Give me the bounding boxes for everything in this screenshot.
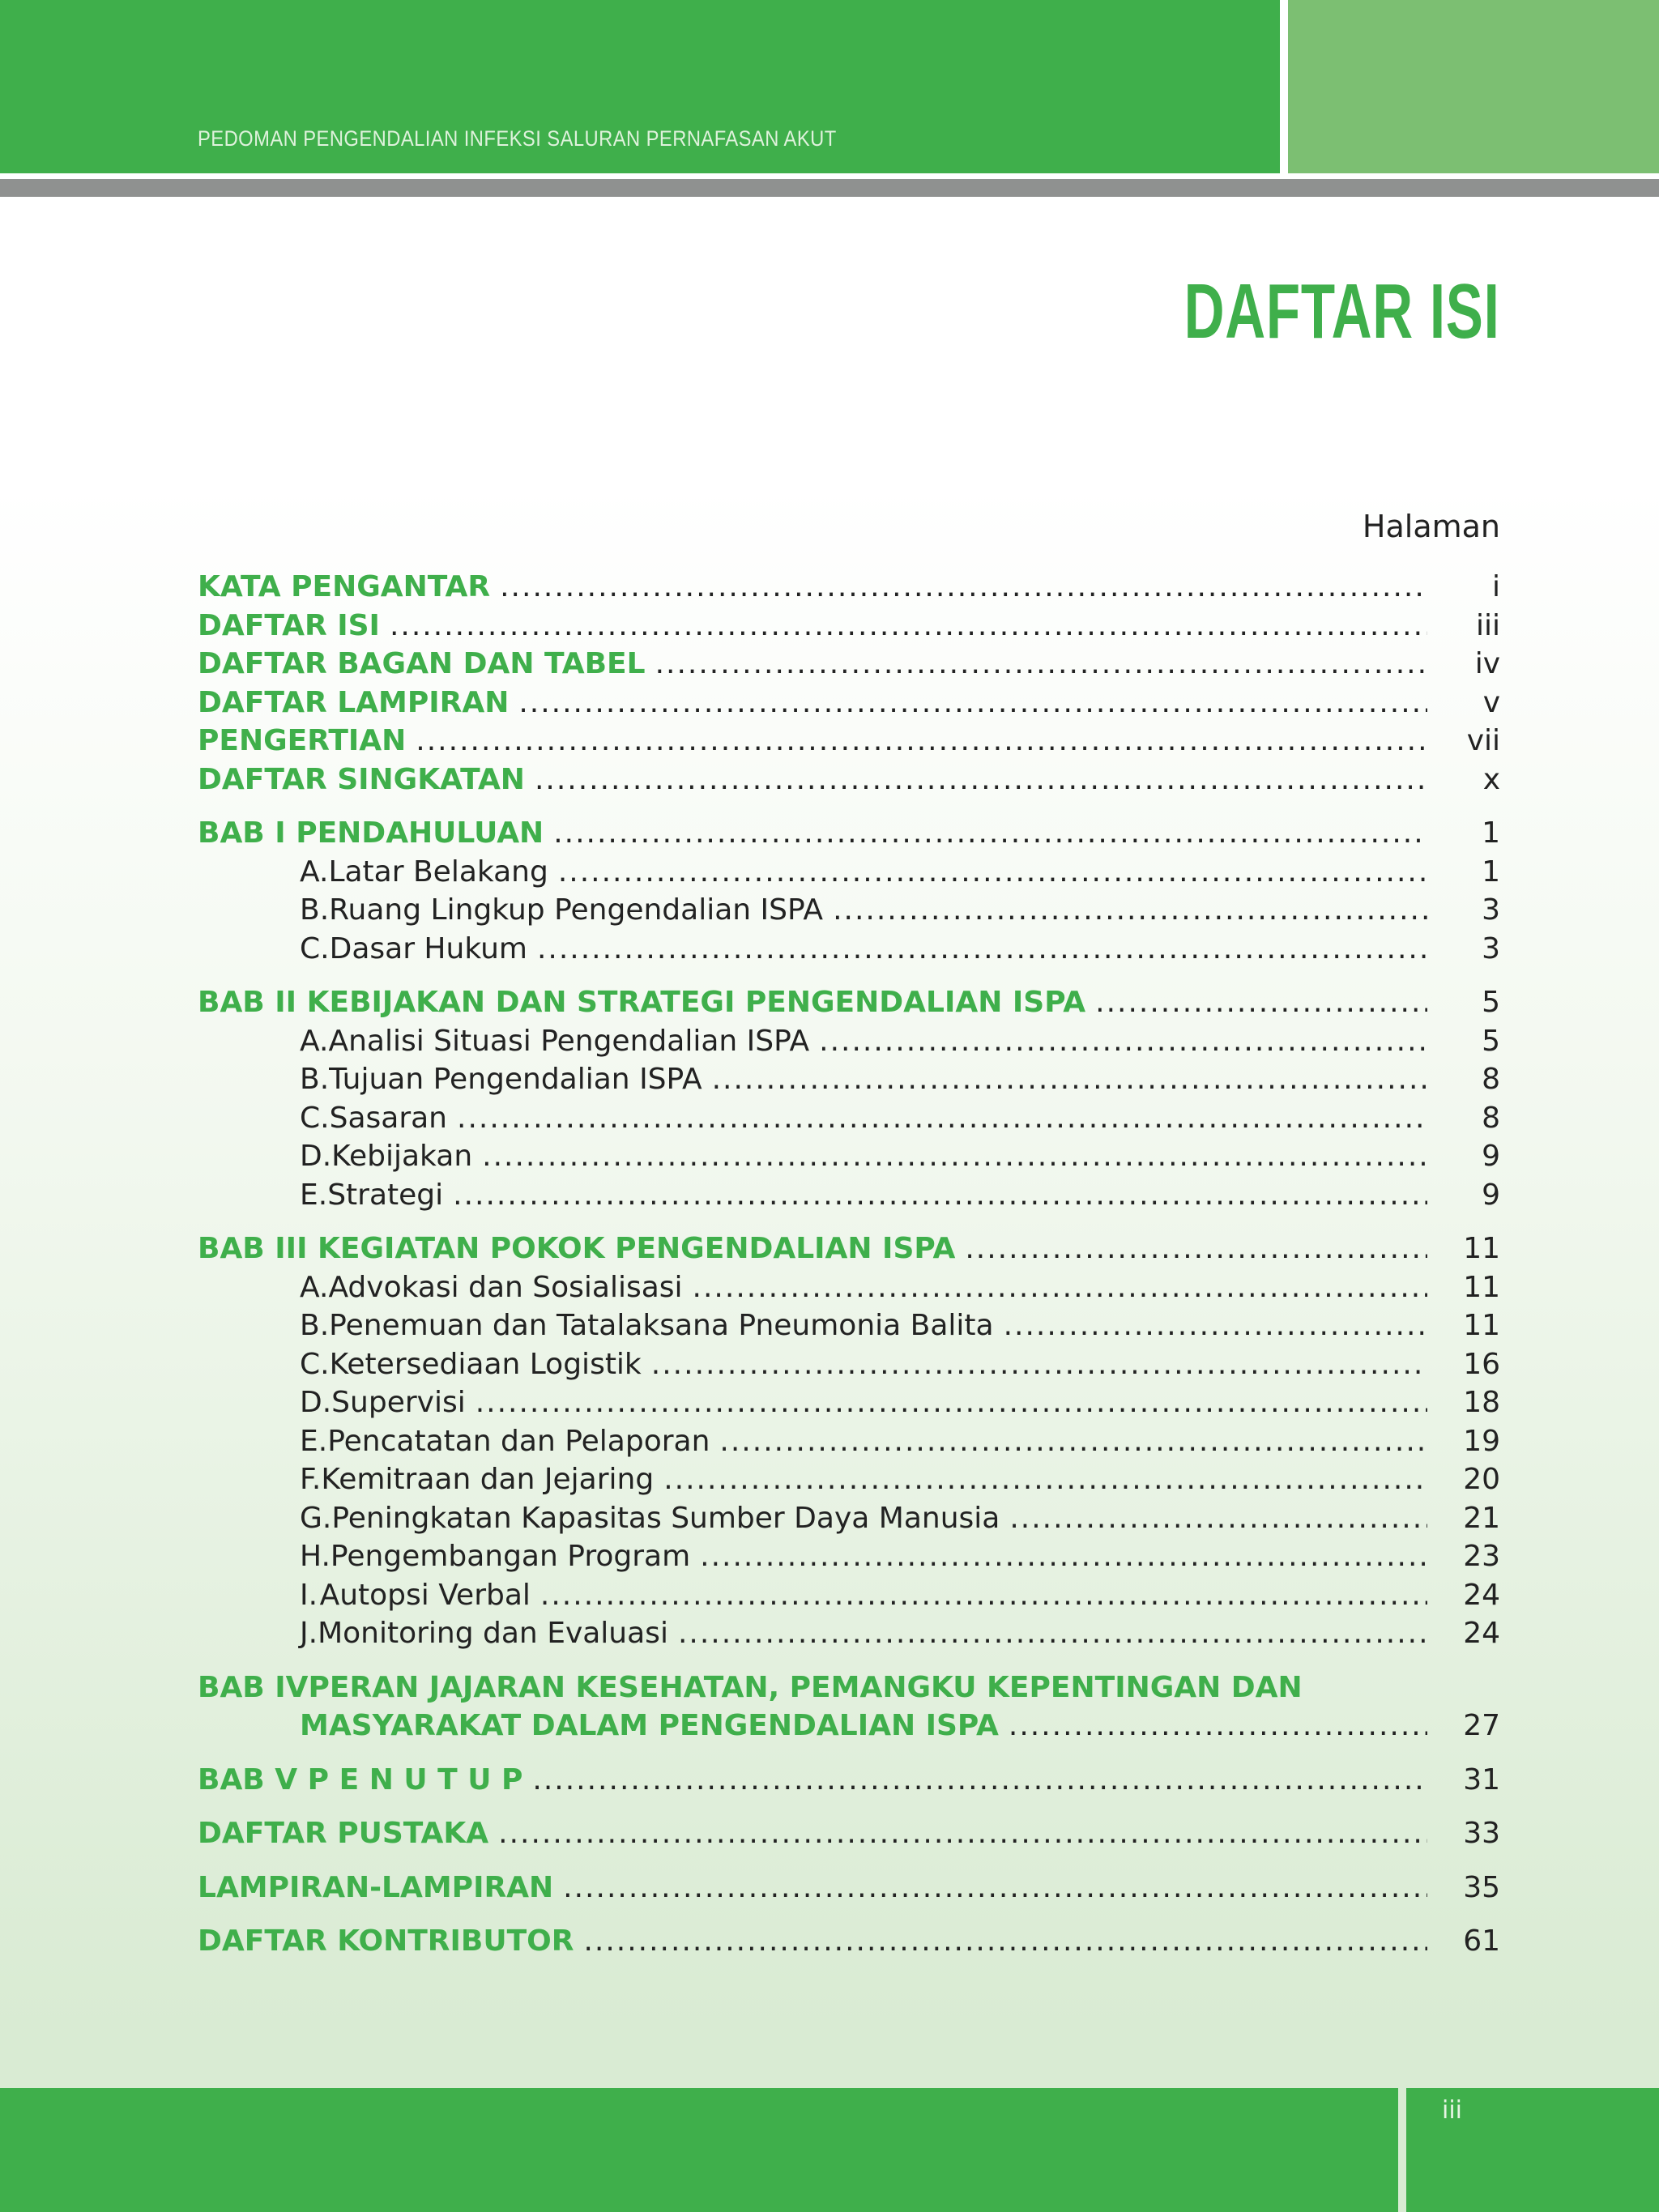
toc-subentry[interactable] bbox=[198, 1102, 1500, 1140]
toc-entry-text: Peningkatan Kapasitas Sumber Daya Manusia bbox=[331, 1501, 1000, 1535]
toc-subentry-letter: B. bbox=[300, 1063, 330, 1096]
toc-entry-daftar-bagan[interactable] bbox=[198, 647, 1500, 686]
toc-subentry-letter: A. bbox=[300, 1270, 329, 1304]
toc-subentry[interactable] bbox=[198, 1502, 1500, 1541]
toc-page-number: 3 bbox=[1482, 931, 1500, 965]
page-title: DAFTAR ISI bbox=[1184, 268, 1500, 355]
toc-page-number: 18 bbox=[1463, 1386, 1500, 1419]
toc-entry-pengertian[interactable] bbox=[198, 724, 1500, 763]
toc-chapter-bab-5[interactable] bbox=[198, 1763, 1500, 1802]
dot-leader bbox=[700, 1540, 1427, 1573]
dot-leader bbox=[583, 1924, 1427, 1958]
dot-leader bbox=[558, 855, 1427, 889]
toc-page-number: x bbox=[1482, 762, 1500, 796]
toc-subentry[interactable] bbox=[198, 1463, 1500, 1502]
toc-page-number: 23 bbox=[1463, 1540, 1500, 1573]
toc-page-number: 5 bbox=[1482, 986, 1500, 1019]
toc-subentry-letter: A. bbox=[300, 855, 329, 889]
dot-leader bbox=[500, 570, 1427, 603]
toc-page-number: vii bbox=[1466, 724, 1500, 757]
toc-entry-text: KATA PENGANTAR bbox=[198, 570, 491, 603]
toc-subentry-letter: C. bbox=[300, 931, 330, 965]
dot-leader bbox=[719, 1425, 1427, 1458]
toc-page-number: 31 bbox=[1463, 1762, 1500, 1796]
toc-subentry[interactable] bbox=[198, 1617, 1500, 1656]
footer-bar bbox=[0, 2088, 1398, 2212]
toc-entry-daftar-singkatan[interactable] bbox=[198, 763, 1500, 802]
toc-page-number: 16 bbox=[1463, 1347, 1500, 1381]
toc-subentry-letter: C. bbox=[300, 1101, 330, 1135]
toc-page-number: iii bbox=[1475, 608, 1500, 642]
dot-leader bbox=[535, 763, 1427, 796]
toc-entry-text: DAFTAR SINGKATAN bbox=[198, 762, 525, 796]
toc-entry-text: MASYARAKAT DALAM PENGENDALIAN ISPA bbox=[300, 1709, 999, 1742]
toc-subentry-letter: F. bbox=[300, 1463, 322, 1496]
toc-entry-text: BAB II KEBIJAKAN DAN STRATEGI PENGENDALIAN ISPA bbox=[198, 986, 1086, 1019]
toc-subentry-letter: A. bbox=[300, 1024, 329, 1058]
dot-leader bbox=[1095, 986, 1427, 1019]
toc-chapter-bab-3[interactable] bbox=[198, 1232, 1500, 1271]
toc-chapter-bab-4-continued[interactable] bbox=[198, 1709, 1500, 1748]
dot-leader bbox=[819, 1025, 1427, 1058]
toc-page-number: 8 bbox=[1482, 1101, 1500, 1135]
toc-subentry-letter: B. bbox=[300, 1309, 330, 1342]
toc-subentry[interactable] bbox=[198, 1271, 1500, 1310]
toc-page-number: 5 bbox=[1482, 1024, 1500, 1058]
toc-subentry[interactable] bbox=[198, 1178, 1500, 1217]
toc-entry-text: Penemuan dan Tatalaksana Pneumonia Balita bbox=[329, 1309, 994, 1342]
toc-subentry[interactable] bbox=[198, 1063, 1500, 1102]
toc-entry-text: Analisi Situasi Pengendalian ISPA bbox=[328, 1024, 810, 1058]
toc-page-number: 11 bbox=[1463, 1309, 1500, 1342]
toc-subentry[interactable] bbox=[198, 1309, 1500, 1348]
dot-leader bbox=[712, 1063, 1427, 1096]
toc-entry-text: Latar Belakang bbox=[328, 855, 548, 889]
toc-chapter-bab-4[interactable] bbox=[198, 1671, 1500, 1710]
toc-subentry-letter: D. bbox=[300, 1140, 332, 1173]
toc-entry-text: DAFTAR KONTRIBUTOR bbox=[198, 1924, 574, 1958]
toc-entry-text: Dasar Hukum bbox=[329, 931, 527, 965]
dot-leader bbox=[553, 816, 1427, 850]
toc-entry-daftar-pustaka[interactable] bbox=[198, 1817, 1500, 1856]
toc-subentry[interactable] bbox=[198, 1025, 1500, 1063]
toc-entry-text: Autopsi Verbal bbox=[319, 1578, 531, 1612]
toc-page-number: 11 bbox=[1463, 1270, 1500, 1304]
toc-subentry[interactable] bbox=[198, 893, 1500, 932]
running-header-title: PEDOMAN PENGENDALIAN INFEKSI SALURAN PERNAFASAN AKUT bbox=[198, 126, 837, 151]
toc-subentry-letter: E. bbox=[300, 1178, 328, 1212]
dot-leader bbox=[453, 1178, 1427, 1212]
toc-subentry-letter: I. bbox=[300, 1578, 318, 1612]
toc-subentry-letter: B. bbox=[300, 893, 330, 927]
dot-leader bbox=[693, 1271, 1427, 1304]
toc-page-number: 35 bbox=[1463, 1870, 1500, 1904]
dot-leader bbox=[532, 1763, 1427, 1796]
toc-page-number: 9 bbox=[1482, 1140, 1500, 1173]
toc-entry-text: DAFTAR BAGAN DAN TABEL bbox=[198, 647, 646, 680]
toc-entry-text: BAB III KEGIATAN POKOK PENGENDALIAN ISPA bbox=[198, 1232, 956, 1265]
toc-page-number: 3 bbox=[1482, 893, 1500, 927]
toc-page-number: 27 bbox=[1463, 1709, 1500, 1742]
toc-page-number: 21 bbox=[1463, 1501, 1500, 1535]
toc-entry-daftar-lampiran[interactable] bbox=[198, 686, 1500, 725]
toc-subentry-letter: H. bbox=[300, 1540, 331, 1573]
toc-entry-text: Pengembangan Program bbox=[330, 1540, 691, 1573]
dot-leader bbox=[965, 1232, 1427, 1265]
toc-entry-text: LAMPIRAN-LAMPIRAN bbox=[198, 1870, 554, 1904]
toc-entry-text: Kebijakan bbox=[331, 1140, 473, 1173]
footer-page-number: iii bbox=[1442, 2096, 1463, 2125]
dot-leader bbox=[655, 647, 1427, 680]
toc-subentry-letter: C. bbox=[300, 1347, 330, 1381]
toc-page-number: 11 bbox=[1463, 1232, 1500, 1265]
toc-subentry-letter: E. bbox=[300, 1424, 328, 1458]
toc-entry-text: Kemitraan dan Jejaring bbox=[321, 1463, 655, 1496]
toc-entry-text: BAB I PENDAHULUAN bbox=[198, 816, 544, 850]
toc-entry-text: BAB IVPERAN JAJARAN KESEHATAN, PEMANGKU KEPENTINGAN DAN bbox=[198, 1670, 1303, 1704]
toc-entry-text: DAFTAR PUSTAKA bbox=[198, 1817, 489, 1850]
toc-entry-text: Strategi bbox=[327, 1178, 444, 1212]
toc-subentry[interactable] bbox=[198, 932, 1500, 971]
dot-leader bbox=[416, 724, 1427, 757]
page-column-header: Halaman bbox=[1362, 509, 1500, 544]
toc-entry-text: Supervisi bbox=[331, 1386, 466, 1419]
dot-leader bbox=[651, 1348, 1427, 1381]
toc-entry-text: PENGERTIAN bbox=[198, 724, 407, 757]
toc-chapter-bab-1[interactable] bbox=[198, 816, 1500, 855]
toc-page-number: 8 bbox=[1482, 1063, 1500, 1096]
dot-leader bbox=[563, 1871, 1427, 1904]
toc-page-number: i bbox=[1491, 570, 1500, 603]
toc-entry-lampiran[interactable] bbox=[198, 1871, 1500, 1910]
toc-page-number: iv bbox=[1474, 647, 1500, 680]
toc-entry-text: DAFTAR LAMPIRAN bbox=[198, 685, 510, 719]
toc-subentry[interactable] bbox=[198, 1386, 1500, 1425]
toc-entry-kata-pengantar[interactable] bbox=[198, 570, 1500, 609]
dot-leader bbox=[482, 1140, 1427, 1173]
header-divider bbox=[0, 179, 1659, 197]
toc-page-number: 1 bbox=[1482, 816, 1500, 850]
toc-page-number: 9 bbox=[1482, 1178, 1500, 1212]
toc-subentry[interactable] bbox=[198, 1579, 1500, 1617]
dot-leader bbox=[518, 686, 1427, 719]
toc-page-number: 24 bbox=[1463, 1578, 1500, 1612]
toc-page-number: 19 bbox=[1463, 1424, 1500, 1458]
toc-entry-text: Pencatatan dan Pelaporan bbox=[327, 1424, 710, 1458]
toc-subentry[interactable] bbox=[198, 855, 1500, 894]
dot-leader bbox=[476, 1386, 1427, 1419]
toc-page-number: 20 bbox=[1463, 1463, 1500, 1496]
toc-page-number: 1 bbox=[1482, 855, 1500, 889]
toc-entry-text: Monitoring dan Evaluasi bbox=[318, 1617, 668, 1650]
toc-page-number: 33 bbox=[1463, 1817, 1500, 1850]
toc-entry-text: Sasaran bbox=[329, 1101, 447, 1135]
toc-entry-daftar-kontributor[interactable] bbox=[198, 1924, 1500, 1963]
toc-subentry-letter: D. bbox=[300, 1386, 332, 1419]
toc-subentry[interactable] bbox=[198, 1348, 1500, 1387]
toc-entry-text: BAB V P E N U T U P bbox=[198, 1762, 523, 1796]
toc-subentry[interactable] bbox=[198, 1540, 1500, 1579]
dot-leader bbox=[1004, 1309, 1427, 1342]
toc-page-number: 24 bbox=[1463, 1617, 1500, 1650]
toc-page-number: 61 bbox=[1463, 1924, 1500, 1958]
toc-entry-text: Tujuan Pengendalian ISPA bbox=[329, 1063, 702, 1096]
toc-subentry-letter: J. bbox=[300, 1617, 318, 1650]
header-accent-block bbox=[1288, 0, 1659, 173]
toc-subentry[interactable] bbox=[198, 1425, 1500, 1464]
dot-leader bbox=[498, 1817, 1427, 1850]
dot-leader bbox=[833, 893, 1427, 927]
dot-leader bbox=[537, 932, 1427, 965]
toc-chapter-bab-2[interactable] bbox=[198, 986, 1500, 1025]
toc-page-number: v bbox=[1482, 685, 1500, 719]
dot-leader bbox=[678, 1617, 1427, 1650]
dot-leader bbox=[1009, 1709, 1427, 1742]
toc-entry-text: Ketersediaan Logistik bbox=[329, 1347, 642, 1381]
toc-subentry-letter: G. bbox=[300, 1501, 332, 1535]
dot-leader bbox=[663, 1463, 1427, 1496]
toc-entry-daftar-isi[interactable] bbox=[198, 609, 1500, 648]
toc-subentry[interactable] bbox=[198, 1140, 1500, 1178]
toc-entry-text: Advokasi dan Sosialisasi bbox=[328, 1270, 683, 1304]
dot-leader bbox=[457, 1102, 1427, 1135]
toc-entry-text: DAFTAR ISI bbox=[198, 608, 380, 642]
dot-leader bbox=[540, 1579, 1427, 1612]
toc-entry-text: Ruang Lingkup Pengendalian ISPA bbox=[329, 893, 824, 927]
dot-leader bbox=[1009, 1502, 1427, 1535]
table-of-contents bbox=[198, 570, 1500, 1963]
dot-leader bbox=[390, 609, 1427, 642]
